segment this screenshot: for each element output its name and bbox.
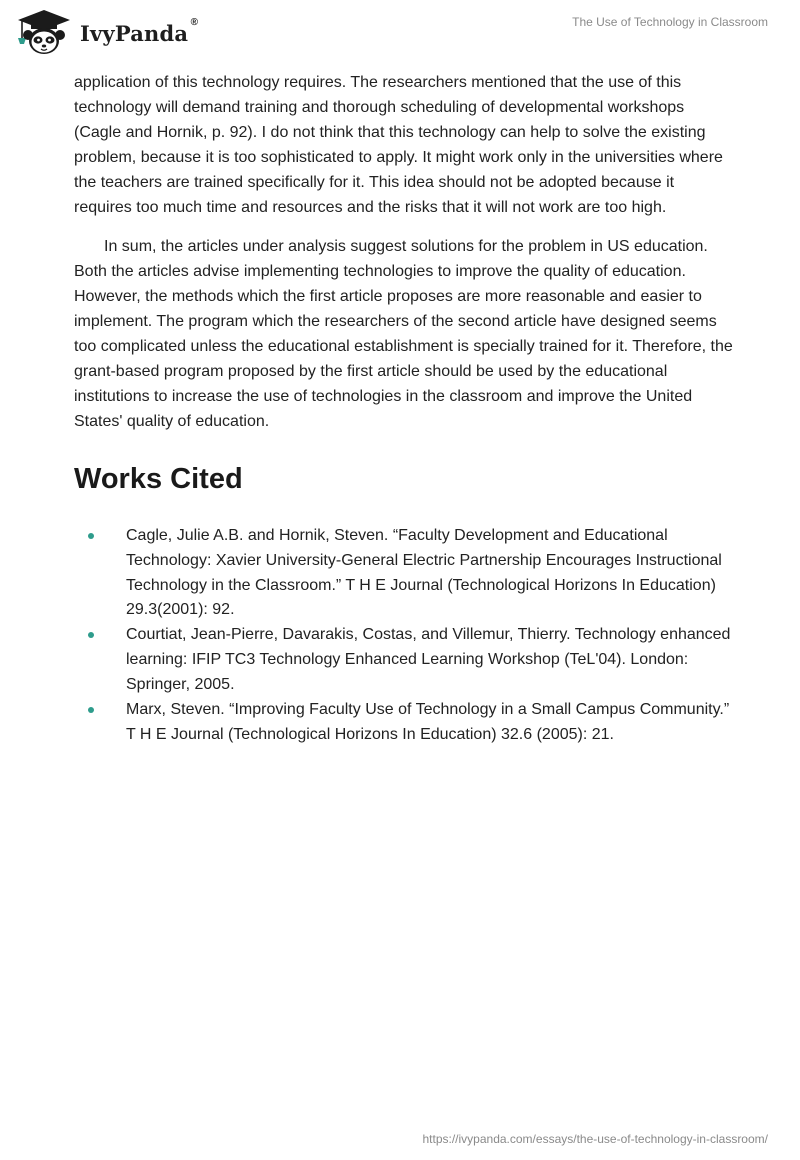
citation-text: Cagle, Julie A.B. and Hornik, Steven. “Faculty Development and Educational Technology: Xavier University-General Electric Partnership Encourages Instructional Technology in the Classroom.” T H E Journal (Technological Horizons In Education) 29.3(2001): 92. — [126, 526, 722, 619]
panda-graduate-logo-icon — [14, 8, 74, 56]
works-cited-list — [74, 524, 734, 748]
document-title: The Use of Technology in Classroom — [572, 15, 768, 29]
brand-name: IvyPanda ® — [80, 16, 199, 46]
citation-item — [74, 524, 734, 624]
citation-text: Marx, Steven. “Improving Faculty Use of Technology in a Small Campus Community.” T H E Journal (Technological Horizons In Education) 32.6 (2005): 21. — [126, 701, 730, 743]
registered-mark: ® — [190, 16, 199, 28]
body-paragraph: In sum, the articles under analysis suggest solutions for the problem in US education. Both the articles advise implementing technologies to improve the quality of education. However, the methods which the first article proposes are more reasonable and easier to implement. The program which the researchers of the second article have designed seems too complicated unless the educational establishment is specially trained for it. Therefore, the grant-based program proposed by the first article should be used by the educational institutions to increase the use of technologies in the classroom and improve the United States' quality of education. — [74, 238, 733, 430]
citation-item — [74, 698, 734, 748]
bullet-icon — [88, 707, 94, 713]
body-paragraph: application of this technology requires. The researchers mentioned that the use of this technology will demand training and thorough scheduling of developmental workshops (Cagle and Hornik, p. 92). I do not think that this technology can help to solve the existing problem, because it is too sophisticated to apply. It might work only in the universities where the teachers are trained specifically for it. This idea should not be adopted because it requires too much time and resources and the risks that it will not work are too high. — [74, 74, 723, 216]
works-cited-heading: Works Cited — [74, 462, 243, 495]
footer-url-link[interactable]: https://ivypanda.com/essays/the-use-of-technology-in-classroom/ — [422, 1132, 768, 1146]
bullet-icon — [88, 533, 94, 539]
page-header — [0, 0, 800, 64]
citation-item — [74, 623, 734, 698]
brand-logo[interactable] — [14, 8, 199, 56]
citation-text: Courtiat, Jean-Pierre, Davarakis, Costas, and Villemur, Thierry. Technology enhanced learning: IFIP TC3 Technology Enhanced Learning Workshop (TeL'04). London: Springer, 2005. — [126, 626, 731, 694]
essay-content — [74, 71, 734, 748]
bullet-icon — [88, 632, 94, 638]
